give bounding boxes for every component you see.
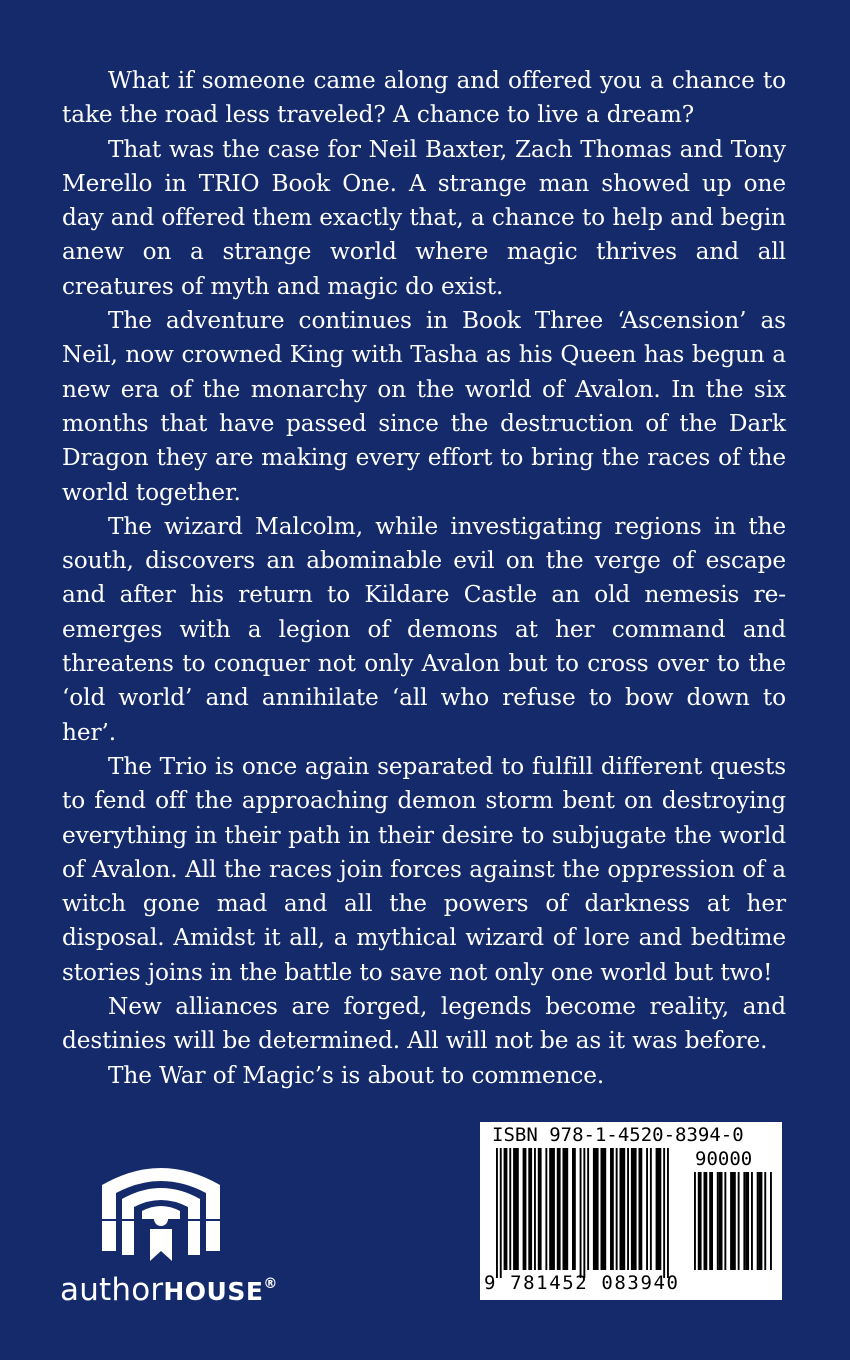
barcode-bar <box>583 1148 585 1278</box>
barcode-bar <box>717 1172 719 1270</box>
blurb-paragraph-5: The Trio is once again separated to fulfill different quests to fend off the approaching demon storm bent on destroying everything in their path in their desire to subjugate the world of Avalon. All the races join forces against the oppression of a witch gone mad and all the powers of darkness at her disposal. Amidst it all, a mythical wizard of lore and bedtime stories joins in the battle to save not only one world but two! <box>62 752 786 986</box>
barcode-bar <box>563 1148 569 1270</box>
barcode-bar <box>738 1172 740 1270</box>
barcode-bar <box>650 1148 652 1270</box>
barcode-bar <box>724 1172 726 1270</box>
isbn-barcode <box>480 1122 782 1300</box>
barcode-bar <box>601 1148 607 1270</box>
barcode-bar <box>500 1148 502 1278</box>
barcode-bar <box>631 1148 637 1270</box>
barcode-bar <box>730 1172 732 1270</box>
barcode-bar <box>545 1148 547 1270</box>
blurb-paragraph-7: The War of Magic’s is about to commence. <box>108 1061 605 1089</box>
barcode-bar <box>572 1148 576 1270</box>
barcode-bar <box>523 1148 527 1270</box>
barcode-bar <box>593 1148 599 1270</box>
price-code: 90000 <box>695 1148 753 1170</box>
barcode-bar <box>549 1148 555 1270</box>
barcode-bar <box>627 1148 629 1270</box>
publisher-name <box>60 1267 278 1309</box>
barcode-bar <box>719 1172 723 1270</box>
blurb-paragraph-2: That was the case for Neil Baxter, Zach Thomas and Tony Merello in TRIO Book One. A strange man showed up one day and offered them exactly that, a chance to help and begin anew on a strange world where magic thrives and all creatures of myth and magic do exist. <box>62 135 786 300</box>
isbn-number: ISBN 978-1-4520-8394-0 <box>492 1124 744 1146</box>
barcode-bar <box>646 1148 648 1270</box>
authorhouse-arch-logo-icon <box>100 1155 222 1261</box>
publisher-logo <box>60 1155 290 1308</box>
blurb-paragraph-1: What if someone came along and offered you a chance to take the road less traveled? A chance to live a dream? <box>62 67 786 129</box>
barcode-bar <box>764 1172 766 1270</box>
barcode-bar <box>504 1148 508 1270</box>
barcode-bar <box>620 1148 626 1270</box>
barcode-bar <box>557 1148 561 1270</box>
barcode-bar <box>534 1148 536 1270</box>
barcode-bar <box>587 1148 589 1270</box>
blurb-paragraph-4: The wizard Malcolm, while investigating regions in the south, discovers an abominable evil on the verge of escape and after his return to Kildare Castle an old nemesis re-emerges with a legion of demons at her command and threatens to conquer not only Avalon but to cross over to the ‘old world’ and annihilate ‘all who refuse to bow down to her’. <box>62 512 786 746</box>
barcode-bar <box>751 1172 753 1270</box>
barcode-bar <box>694 1172 696 1270</box>
barcode-bar <box>538 1148 542 1270</box>
barcode-bar <box>743 1172 745 1270</box>
blurb-paragraph-6: New alliances are forged, legends become reality, and destinies will be determined. All will not be as it was before. <box>62 993 786 1055</box>
barcode-bar <box>509 1148 511 1270</box>
barcode-bar <box>709 1172 713 1270</box>
barcode-bar <box>656 1148 662 1270</box>
barcode-bar <box>757 1172 759 1270</box>
barcode-bar <box>732 1172 736 1270</box>
barcode-bar <box>496 1148 498 1278</box>
publisher-name-house: HOUSE <box>163 1277 264 1306</box>
barcode-bar <box>667 1148 669 1278</box>
registered-mark: ® <box>263 1276 278 1292</box>
barcode-bar <box>770 1172 772 1270</box>
barcode-bar <box>580 1148 582 1278</box>
barcode-bar <box>745 1172 749 1270</box>
ean-digits: 9 781452 083940 <box>484 1272 680 1294</box>
barcode-bar <box>698 1172 702 1270</box>
barcode-bar <box>759 1172 763 1270</box>
barcode-bar <box>528 1148 532 1270</box>
barcode-bar <box>704 1172 708 1270</box>
publisher-name-author: author <box>60 1272 164 1308</box>
barcode-bar <box>610 1148 614 1270</box>
blurb-paragraph-3: The adventure continues in Book Three ‘Ascension’ as Neil, now crowned King with Tasha as his Queen has begun a new era of the monarchy on the world of Avalon. In the six months that have passed since the destruction of the Dark Dragon they are making every effort to bring the races of the world together. <box>62 307 786 506</box>
barcode-bar <box>639 1148 643 1270</box>
barcode-bar <box>663 1148 665 1278</box>
barcode-bar <box>616 1148 618 1270</box>
barcode-bar <box>513 1148 519 1270</box>
back-cover-blurb <box>62 64 786 1093</box>
